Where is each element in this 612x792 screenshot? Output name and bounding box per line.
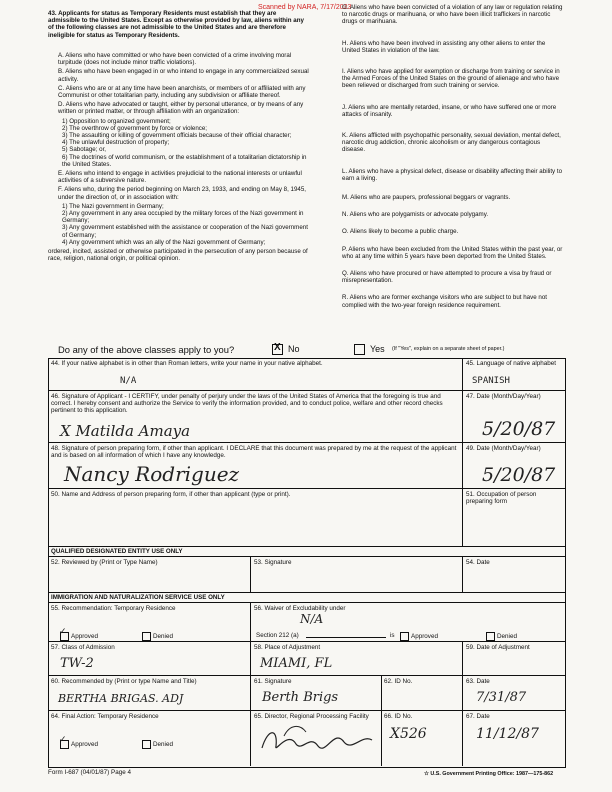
q43-item-f4: 4) Any government which was an ally of the Nazi government of Germany; [62, 238, 266, 246]
q64-label: 64. Final Action: Temporary Residence [51, 713, 159, 720]
q43-item-q: Q. Aliens who have procured or have attempted to procure a visa by fraud or misrepresentation. [342, 270, 552, 285]
q65-label: 65. Director, Regional Processing Facility [254, 713, 369, 720]
q49-label: 49. Date (Month/Day/Year) [466, 445, 541, 452]
q43-item-k: K. Aliens afflicted with psychopathic personality, sexual deviation, mental defect, narcotic drug addiction, chronic alcoholism or any dangerous contagious disease. [342, 132, 561, 154]
q55-label: 55. Recommendation: Temporary Residence [51, 605, 176, 612]
q43-item-d5: 5) Sabotage; or, [62, 146, 107, 154]
q55-check-mark: ✓ [59, 627, 67, 637]
q43-item-f1: 1) The Nazi government in Germany; [62, 202, 164, 210]
q43-item-f: F. Aliens who, during the period beginning on March 23, 1933, and ending on May 8, 1945, under the direction of, or in association with: [58, 186, 307, 201]
q56-value[interactable]: N/A [300, 612, 324, 626]
q66-label: 66. ID No. [384, 713, 413, 720]
q57-value[interactable]: TW-2 [60, 656, 94, 671]
qde-title: QUALIFIED DESIGNATED ENTITY USE ONLY [51, 548, 183, 555]
q64-check-mark: ✓ [59, 735, 67, 745]
q43-intro: 43. Applicants for status as Temporary Residents must establish that they are admissible to the United States. Except as otherwise provided by law, aliens within any of the following classes are not admissible to the United States and are therefore ineligible for status as Temporary Residents. [48, 10, 304, 39]
q56-denied-checkbox[interactable] [486, 632, 495, 641]
q43-item-d: D. Aliens who have advocated or taught, either by personal utterance, or by means of any written or printed matter, or through affiliation with an organization: [58, 101, 304, 116]
q54-label: 54. Date [466, 559, 490, 566]
q64-denied-checkbox[interactable] [142, 740, 151, 749]
q50-label: 50. Name and Address of person preparing form, if other than applicant (type or print). [51, 491, 291, 498]
q67-label: 67. Date [466, 713, 490, 720]
q43-item-c: C. Aliens who are or at any time have been anarchists, or members of or affiliated with any Communist or other totalitarian party, including any subdivision or affiliate thereof. [58, 84, 306, 100]
q67-value[interactable]: 11/12/87 [476, 726, 539, 742]
q45-label: 45. Language of native alphabet [466, 360, 556, 367]
q55-denied-checkbox[interactable] [142, 632, 151, 641]
q43-item-d3: 3) The assaulting or killing of government officials because of their official character; [62, 132, 292, 140]
q47-value[interactable]: 5/20/87 [482, 418, 556, 440]
q55-approved[interactable]: Approved [60, 632, 98, 641]
q43-no-mark: X [274, 342, 281, 353]
q44-value[interactable]: N/A [120, 376, 137, 386]
q43-item-f-tail: ordered, incited, assisted or otherwise participated in the persecution of any person because of race, religion, national origin, or political opinion. [48, 248, 308, 263]
q43-item-e: E. Aliens who intend to engage in activities prejudicial to the national interests or unlawful activities of a subversive nature. [58, 170, 302, 185]
q66-value[interactable]: X526 [390, 726, 427, 742]
q64-approved[interactable]: Approved [60, 740, 98, 749]
footer-form-number: Form I-687 (04/01/87) Page 4 [48, 769, 131, 776]
q43-item-p: P. Aliens who have been excluded from the United States within the past year, or who at any time within 5 years have been deported from the United States. [342, 245, 563, 260]
q56-is: is [390, 632, 395, 639]
q59-label: 59. Date of Adjustment [466, 644, 530, 651]
q44-label: 44. If your native alphabet is in other than Roman letters, write your name in your native alphabet. [51, 360, 323, 367]
q60-label: 60. Recommended by (Print or type Name and Title) [51, 678, 197, 685]
q43-question: Do any of the above classes apply to you? [58, 344, 235, 355]
q48-signature[interactable]: Nancy Rodriguez [64, 462, 240, 486]
ins-title: IMMIGRATION AND NATURALIZATION SERVICE USE ONLY [51, 594, 225, 601]
q43-item-f2: 2) Any government in any area occupied by the military forces of the Nazi government in Germany; [62, 210, 304, 225]
q43-yes-checkbox[interactable] [354, 344, 365, 355]
q43-item-d6: 6) The doctrines of world communism, or the establishment of a totalitarian dictatorship in the United States. [62, 153, 307, 168]
q63-label: 63. Date [466, 678, 490, 685]
q60-value[interactable]: BERTHA BRIGAS. ADJ [58, 692, 184, 705]
q61-value[interactable]: Berth Brigs [262, 690, 339, 705]
q55-denied[interactable]: Denied [142, 632, 173, 641]
q58-value[interactable]: MIAMI, FL [260, 656, 333, 671]
q43-item-d4: 4) The unlawful destruction of property; [62, 139, 170, 147]
q56-label: 56. Waiver of Excludability under [254, 605, 346, 612]
q49-value[interactable]: 5/20/87 [482, 464, 556, 486]
q64-denied[interactable]: Denied [142, 740, 173, 749]
q48-label: 48. Signature of person preparing form, if other than applicant. I DECLARE that this document was prepared by me at the request of the applicant and is based on all information of which I have any knowledge. [51, 445, 457, 459]
q56-approved-checkbox[interactable] [400, 632, 409, 641]
q43-item-n: N. Aliens who are polygamists or advocate polygamy. [342, 211, 489, 219]
q57-label: 57. Class of Admission [51, 644, 115, 651]
q43-item-m: M. Aliens who are paupers, professional beggars or vagrants. [342, 194, 511, 202]
q43-item-h: H. Aliens who have been involved in assisting any other aliens to enter the United States in violation of the law. [342, 39, 546, 54]
q51-label: 51. Occupation of person preparing form [466, 491, 537, 505]
q43-item-i: I. Aliens who have applied for exemption or discharge from training or service in the Armed Forces of the United States on the ground of alienage and who have been relieved or discharged from such training or service. [342, 68, 560, 90]
q43-yes-note: (If "Yes", explain on a separate sheet of paper.) [392, 346, 505, 352]
q46-label: 46. Signature of Applicant - I CERTIFY, under penalty of perjury under the laws of the United States of America that the foregoing is true and correct. I hereby consent and authorize the Service to verify the information provided, and to conduct police, welfare and other record checks pertinent to this application. [51, 393, 443, 414]
scan-stamp: Scanned by NARA, 7/17/2023 [258, 4, 352, 11]
q47-label: 47. Date (Month/Day/Year) [466, 393, 541, 400]
q61-label: 61. Signature [254, 678, 292, 685]
q56-denied[interactable]: Denied [486, 632, 517, 641]
q43-item-d1: 1) Opposition to organized government; [62, 117, 171, 125]
q43-item-r: R. Aliens who are former exchange visitors who are subject to but have not complied with the two-year foreign residence requirement. [342, 294, 547, 309]
q43-item-g: G. Aliens who have been convicted of a violation of any law or regulation relating to narcotic drugs or marihuana, or who have been illicit traffickers in narcotic drugs or marihuana. [342, 4, 563, 26]
q43-yes-label: Yes [370, 344, 385, 354]
q43-left-list [48, 52, 312, 264]
q43-item-a: A. Aliens who have committed or who have been convicted of a crime involving moral turpitude (does not include minor traffic violations). [58, 52, 292, 67]
q58-label: 58. Place of Adjustment [254, 644, 321, 651]
q43-item-d2: 2) The overthrow of government by force or violence; [62, 124, 208, 132]
q65-signature[interactable] [254, 718, 378, 758]
q43-item-l: L. Aliens who have a physical defect, disease or disability affecting their ability to earn a living. [342, 167, 563, 182]
q45-value[interactable]: SPANISH [472, 376, 510, 386]
q43-item-b: B. Aliens who have been engaged in or who intend to engage in any commercialized sexual activity. [58, 68, 309, 83]
q56-section: Section 212 (a) [256, 632, 299, 639]
q43-item-f3: 3) Any government established with the assistance or cooperation of the Nazi government of Germany; [62, 224, 308, 239]
q53-label: 53. Signature [254, 559, 292, 566]
q43-item-o: O. Aliens likely to become a public charge. [342, 228, 459, 236]
q56-approved[interactable]: Approved [400, 632, 438, 641]
footer-printing-office: ☆ U.S. Government Printing Office: 1987—175-862 [424, 771, 554, 777]
q46-signature[interactable]: X Matilda Amaya [60, 422, 191, 440]
q62-label: 62. ID No. [384, 678, 413, 685]
q43-no-label: No [288, 344, 300, 354]
q43-item-j: J. Aliens who are mentally retarded, insane, or who have suffered one or more attacks of insanity. [342, 103, 557, 118]
q43-right-list [342, 4, 564, 311]
q52-label: 52. Reviewed by (Print or Type Name) [51, 559, 158, 566]
q63-value[interactable]: 7/31/87 [476, 690, 527, 705]
